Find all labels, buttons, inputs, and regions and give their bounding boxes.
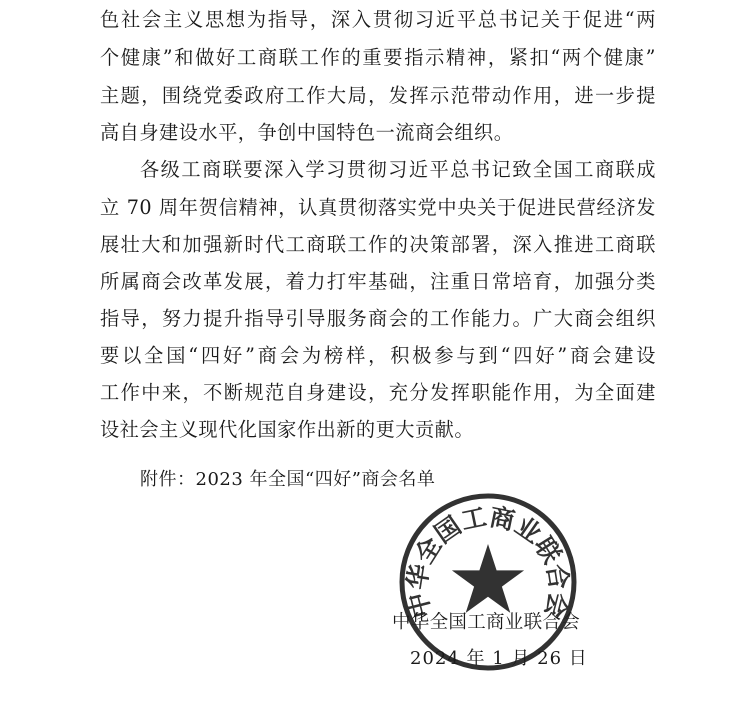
- paragraph2-line-6: 要以全国“四好”商会为榜样，积极参与到“四好”商会建设: [100, 344, 656, 367]
- paragraph1-line-4: 高自身建设水平，争创中国特色一流商会组织。: [100, 121, 514, 144]
- signature-organization: 中华全国工商业联合会: [392, 612, 581, 633]
- seal-text-path: 中华全国工商业联合会: [402, 502, 574, 621]
- paragraph2-line-2: 立 70 周年贺信精神，认真贯彻落实党中央关于促进民营经济发: [100, 196, 656, 219]
- signature-date: 2024 年 1 月 26 日: [410, 648, 588, 669]
- paragraph1-line-3: 主题，围绕党委政府工作大局，发挥示范带动作用，进一步提: [100, 84, 656, 107]
- paragraph2-line-8: 设社会主义现代化国家作出新的更大贡献。: [100, 418, 475, 441]
- paragraph2-line-4: 所属商会改革发展，着力打牢基础，注重日常培育，加强分类: [100, 270, 656, 293]
- paragraph2-line-5: 指导，努力提升指导引导服务商会的工作能力。广大商会组织: [100, 307, 656, 330]
- paragraph2-line-7: 工作中来，不断规范自身建设，充分发挥职能作用，为全面建: [100, 381, 656, 404]
- paragraph1-line-1: 色社会主义思想为指导，深入贯彻习近平总书记关于促进“两: [100, 8, 656, 31]
- paragraph1-line-2: 个健康”和做好工商联工作的重要指示精神，紧扣“两个健康”: [100, 46, 656, 69]
- paragraph2-line-3: 展壮大和加强新时代工商联工作的决策部署，深入推进工商联: [100, 233, 656, 256]
- official-seal: [398, 492, 578, 672]
- star-icon: [452, 544, 524, 613]
- paragraph2-line-1: 各级工商联要深入学习贯彻习近平总书记致全国工商联成: [140, 158, 656, 181]
- attachment-line: 附件：2023 年全国“四好”商会名单: [140, 469, 436, 490]
